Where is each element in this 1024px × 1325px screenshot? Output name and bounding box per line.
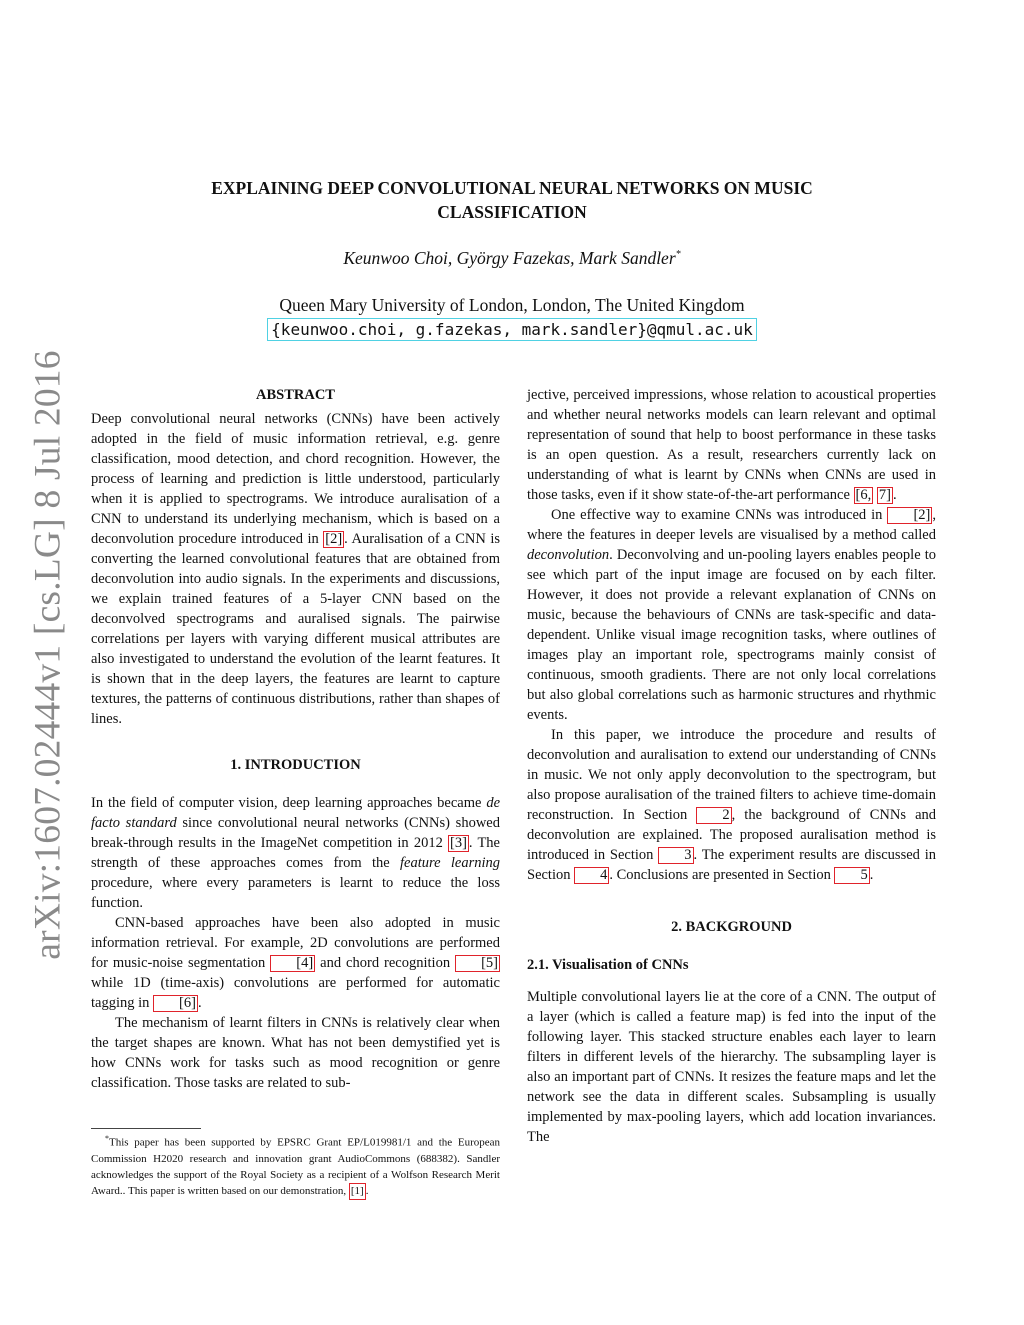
right-paragraph-4: Multiple convolutional layers lie at the core of a CNN. The output of a layer (which is called a feature map) is fed into the input of the following layer. This stacked structure enables each layer to learn filters in different levels of the hierarchy. The subsampling layer is also an important part of CNNs. It resizes the feature maps and let the network see the data in different scales. Subsampling is usually implemented by max-pooling layers, which add location invariances. The	[527, 989, 936, 1145]
abstract-heading: ABSTRACT	[256, 387, 335, 403]
background-heading: 2. BACKGROUND	[671, 919, 792, 935]
intro-paragraph-3: The mechanism of learnt filters in CNNs is relatively clear when the target shapes are known. What has not been demystified yet is how CNNs work for tasks such as mood recognition or genre classification. Those tasks are related to sub-	[91, 1015, 500, 1091]
citation-link[interactable]: [4]	[270, 955, 315, 972]
author-footnote-mark[interactable]: *	[675, 249, 681, 261]
abstract-text: Deep convolutional neural networks (CNNs) have been actively adopted in the field of music information retrieval, e.g. genre classification, mood detection, and chord recognition. However, the process of learning and prediction is little understood, particularly when it is applied to spectrograms. We introduce auralisation of a CNN to understand its underlying mechanism, which is based on a deconvolution procedure introduced in [2] . Auralisation of a CNN is converting the learned convolutional features that are obtained from deconvolution into audio signals. In the experiments and discussions, we explain trained features of a 5-layer CNN based on the deconvolved spectrograms and auralised signals. The pairwise correlations per layers with varying different musical attributes are also investigated to understand the evolution of the learnt features. It is shown that in the deep layers, the features are learnt to capture textures, the patterns of continuous distributions, rather than shapes of lines.	[91, 411, 500, 727]
left-column	[91, 385, 500, 1093]
title-line-1: EXPLAINING DEEP CONVOLUTIONAL NEURAL NETWORKS ON MUSIC	[211, 178, 813, 198]
introduction-heading: 1. INTRODUCTION	[230, 757, 361, 773]
paper-title	[112, 176, 912, 224]
affiliation: Queen Mary University of London, London, The United Kingdom	[279, 295, 745, 315]
citation-link[interactable]: [3]	[450, 835, 467, 851]
citation-link[interactable]: [5]	[455, 955, 500, 972]
email-link[interactable]: {keunwoo.choi, g.fazekas, mark.sandler}@qmul.ac.uk	[267, 318, 757, 341]
intro-paragraph-2: CNN-based approaches have been also adopted in music information retrieval. For example, 2D convolutions are performed for music-noise segmentation [4] and chord recognition [5] while 1D (time-axis) convolutions are performed for automatic tagging in [6] .	[91, 915, 500, 1011]
citation-link[interactable]: [1]	[349, 1183, 366, 1200]
authors	[112, 248, 912, 269]
section-link[interactable]: 3	[658, 847, 693, 864]
footnote-rule	[91, 1128, 201, 1129]
author-names: Keunwoo Choi, György Fazekas, Mark Sandler	[343, 248, 676, 268]
citation-link[interactable]: [2]	[325, 531, 343, 547]
subsection-heading: 2.1. Visualisation of CNNs	[527, 957, 689, 973]
arxiv-identifier: arXiv:1607.02444v1 [cs.LG] 8 Jul 2016	[27, 350, 69, 960]
right-column	[527, 385, 936, 1147]
section-link[interactable]: 5	[834, 867, 869, 884]
right-paragraph-3: In this paper, we introduce the procedure and results of deconvolution and auralisation to extend our understanding of CNNs in music. We not only apply deconvolution to the spectrogram, but also propose auralisation of the trained filters to achieve time-domain reconstruction. In Section 2 , the background of CNNs and deconvolution are explained. The proposed auralisation method is introduced in Section 3 . The experiment results are discussed in Section 4 . Conclusions are presented in Section 5 .	[527, 727, 937, 883]
citation-link[interactable]: [6,	[855, 487, 872, 503]
title-line-2: CLASSIFICATION	[437, 202, 587, 222]
citation-link[interactable]: [6]	[153, 995, 198, 1012]
citation-link[interactable]: 7]	[878, 487, 891, 503]
right-paragraph-1: jective, perceived impressions, whose relation to acoustical properties and whether neural networks models can learn relevant and optimal representation of sound that help to boost performance in these tasks is an open question. As a result, researchers currently lack on understanding of what is learnt by CNNs when CNNs are used in those tasks, even if it show state-of-the-art performance [6, 7] .	[527, 387, 936, 503]
section-link[interactable]: 4	[574, 867, 609, 884]
email-block	[112, 318, 912, 341]
right-paragraph-2: One effective way to examine CNNs was introduced in [2] , where the features in deeper levels are visualised by a method called deconvolution. Deconvolving and un-pooling layers enables people to see which part of the input image are focused on by each filter. However, it does not provide a relevant explanation of CNNs on music, because the behaviours of CNNs are task-specific and data-dependent. Unlike visual image recognition tasks, where outlines of images play an important role, spectrograms mainly consist of continuous, smooth gradients. There are not only local correlations but also global correlations such as harmonic structures and rhythmic events.	[527, 507, 936, 723]
section-link[interactable]: 2	[696, 807, 731, 824]
arxiv-stamp	[18, 350, 78, 960]
footnote: *This paper has been supported by EPSRC Grant EP/L019981/1 and the European Commission H2020 research and innovation grant AudioCommons (688382). Sandler acknowledges the support of the Royal Society as a recipient of a Wolfson Research Merit Award.. This paper is written based on our demonstration, [1] .	[91, 1131, 500, 1200]
intro-paragraph-1: In the field of computer vision, deep learning approaches became de facto standard since convolutional neural networks (CNNs) showed break-through results in the ImageNet competition in 2012 [3] . The strength of these approaches comes from the feature learning procedure, where every parameters is learnt to reduce the loss function.	[91, 795, 500, 911]
citation-link[interactable]: [2]	[887, 507, 932, 524]
